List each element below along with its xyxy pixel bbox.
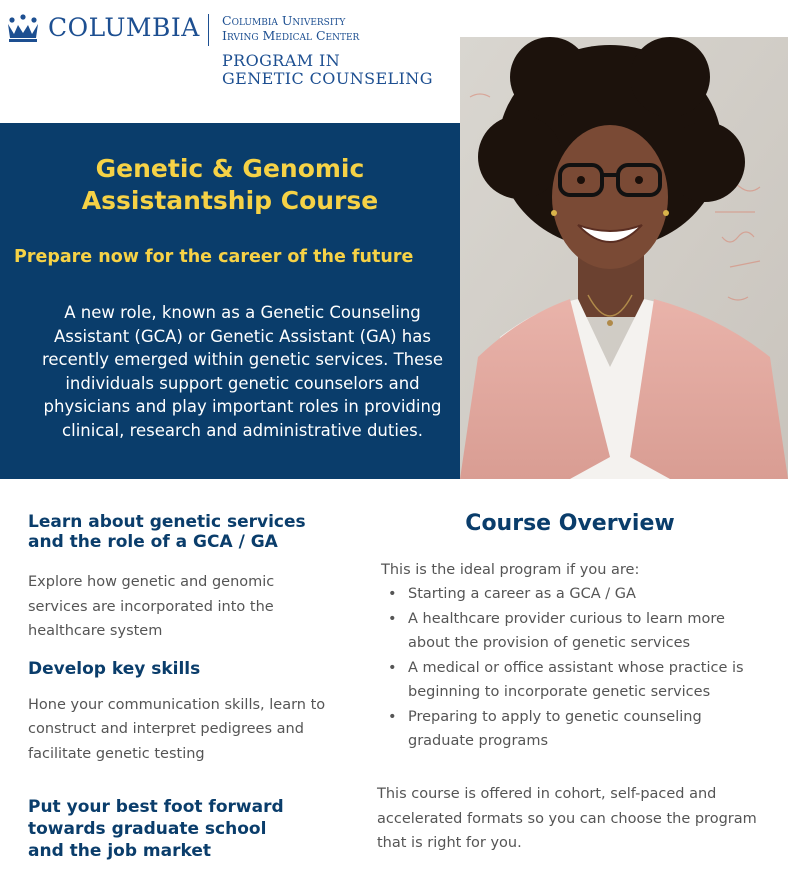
- hero-photo: [460, 37, 788, 479]
- cumc-line-1: Columbia University: [222, 13, 346, 28]
- header: [0, 0, 460, 122]
- program-line-2: GENETIC COUNSELING: [222, 69, 433, 88]
- benefit-text-services: Explore how genetic and genomic services are incorporated into the healthcare system: [28, 574, 275, 639]
- cumc-name: [222, 13, 359, 43]
- hero-description: A new role, known as a Genetic Counseling Assistant (GCA) or Genetic Assistant (GA) has recently emerged within genetic services. These individuals support genetic counselors and physicians and play important roles in providing clinical, research and administrative duties.: [41, 303, 444, 440]
- benefit-text-skills: Hone your communication skills, learn to construct and interpret pedigrees and facilitate genetic testing: [28, 696, 326, 762]
- overview-outro: This course is offered in cohort, self-paced and accelerated formats so you can choose the program that is right for you.: [377, 786, 757, 851]
- columbia-crown-icon: [6, 14, 40, 42]
- overview-intro: This is the ideal program if you are:: [381, 562, 640, 578]
- list-item: • Starting a career as a GCA / GA: [388, 582, 778, 607]
- benefit-heading-services: Learn about genetic services and the role of a GCA / GA: [28, 512, 306, 552]
- course-title-line-1: Genetic & Genomic: [95, 154, 365, 183]
- overview-title: Course Overview: [465, 511, 675, 536]
- benefits-column: [28, 512, 348, 862]
- overview-bullet-list: [388, 582, 778, 754]
- columbia-wordmark: COLUMBIA: [48, 13, 200, 42]
- list-item: • Preparing to apply to genetic counseling graduate programs: [388, 705, 733, 754]
- hero-panel: [0, 123, 460, 479]
- list-item: • A medical or office assistant whose practice is beginning to incorporate genetic services: [388, 656, 763, 705]
- list-item: • A healthcare provider curious to learn more about the provision of genetic services: [388, 607, 758, 656]
- header-divider: [208, 14, 209, 46]
- program-name: [222, 52, 433, 88]
- benefit-heading-career: Put your best foot forward towards graduate school and the job market: [28, 797, 284, 861]
- woman-portrait-image: [460, 37, 788, 479]
- course-title-line-2: Assistantship Course: [81, 186, 379, 215]
- course-title: [0, 153, 460, 217]
- program-line-1: PROGRAM IN: [222, 51, 341, 70]
- hero-tagline: Prepare now for the career of the future: [14, 247, 414, 267]
- cumc-line-2: Irving Medical Center: [222, 28, 360, 43]
- benefit-heading-skills: Develop key skills: [28, 658, 201, 679]
